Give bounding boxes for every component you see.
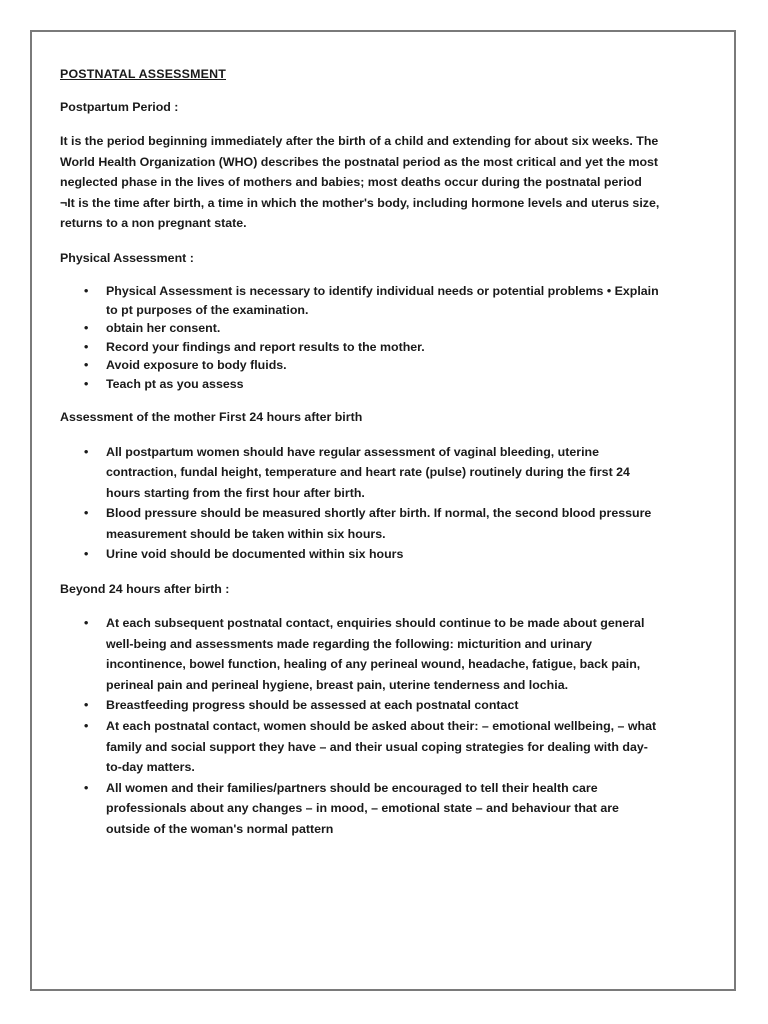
document-content: [60, 64, 660, 854]
list-item: [84, 613, 660, 695]
bullet-icon: •: [84, 718, 89, 733]
bullet-icon: •: [84, 444, 89, 459]
section-heading-beyond-24-hours: Beyond 24 hours after birth :: [60, 581, 230, 596]
bullet-icon: •: [84, 506, 89, 520]
document-title: POSTNATAL ASSESSMENT: [60, 67, 227, 81]
list-item-text: Record your findings and report results to the mother.: [106, 339, 425, 354]
bullet-icon: •: [84, 358, 89, 372]
list-item: [84, 716, 660, 778]
list-item: [84, 375, 660, 394]
bullet-icon: •: [84, 547, 89, 561]
list-item: [84, 778, 660, 840]
list-item: [84, 442, 660, 504]
bullet-icon: •: [84, 284, 89, 298]
section-heading-physical-assessment: Physical Assessment :: [60, 250, 194, 265]
list-item-text: Urine void should be documented within six hours: [106, 547, 404, 561]
bullet-icon: •: [84, 616, 89, 630]
list-item-text: Avoid exposure to body fluids.: [106, 358, 287, 372]
list-item-text: Teach pt as you assess: [106, 376, 244, 391]
list-item-text: At each subsequent postnatal contact, enquiries should continue to be made about general well-being and assessments made regarding the following: micturition and urinary incontinence, bowel function, healing of any perineal wound, headache, fatigue, back pain, perineal pain and perineal hygiene, breast pain, uterine tenderness and lochia.: [106, 616, 645, 692]
list-item: [84, 695, 660, 716]
list-item: [84, 356, 660, 375]
list-item-text: All women and their families/partners should be encouraged to tell their health care professionals about any changes – in mood, – emotional state – and behaviour that are outside of the woman's normal pattern: [106, 780, 619, 836]
bullet-icon: •: [84, 321, 89, 335]
list-item-text: Blood pressure should be measured shortly after birth. If normal, the second blood pressure measurement should be taken within six hours.: [106, 506, 652, 541]
list-item-text: All postpartum women should have regular assessment of vaginal bleeding, uterine contraction, fundal height, temperature and heart rate (pulse) routinely during the first 24 hours starting from the first hour after birth.: [106, 444, 630, 500]
list-item: [84, 338, 660, 357]
list-item-text: At each postnatal contact, women should be asked about their: – emotional wellbeing, – what family and social support they have – and their usual coping strategies for dealing with day-to-day matters.: [106, 718, 657, 775]
list-item: [84, 282, 660, 319]
bullet-icon: •: [84, 780, 89, 795]
bullet-icon: •: [84, 376, 89, 391]
list-item-text: Physical Assessment is necessary to identify individual needs or potential problems • Explain to pt purposes of the examination.: [106, 284, 659, 317]
list-item: [84, 319, 660, 338]
bullet-icon: •: [84, 698, 89, 713]
section-heading-postpartum-period: Postpartum Period :: [60, 99, 179, 114]
list-item-text: obtain her consent.: [106, 321, 221, 335]
section-heading-first-24-hours: Assessment of the mother First 24 hours after birth: [60, 410, 363, 424]
bullet-icon: •: [84, 339, 89, 354]
postpartum-period-paragraph: It is the period beginning immediately after the birth of a child and extending for about six weeks. The World Health Organization (WHO) describes the postnatal period as the most critical and yet the most neglected phase in the lives of mothers and babies; most deaths occur during the postnatal period ¬It is the time after birth, a time in which the mother's body, including hormone levels and uterus size, returns to a non pregnant state.: [60, 134, 660, 230]
list-item: [84, 503, 660, 544]
list-item-text: Breastfeeding progress should be assessed at each postnatal contact: [106, 698, 519, 713]
beyond-24-hours-list: [60, 613, 660, 840]
physical-assessment-list: [60, 282, 660, 393]
list-item: [84, 544, 660, 565]
first-24-hours-list: [60, 442, 660, 565]
